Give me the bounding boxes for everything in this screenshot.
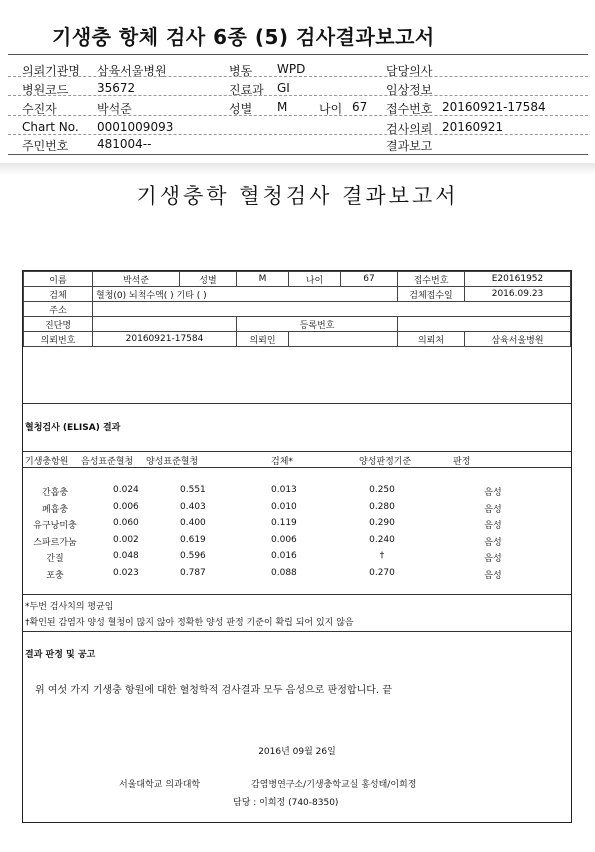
result-result-cell: 음성 — [484, 488, 502, 498]
meta-age-label: 나이 — [289, 272, 341, 287]
divider — [8, 154, 588, 155]
meta-name-label: 이름 — [24, 272, 93, 287]
col-neg-standard: 음성표준혈청 — [81, 457, 134, 467]
col-cutoff: 양성판정기준 — [359, 457, 412, 467]
result-neg-cell: 0.048 — [113, 551, 139, 561]
divider — [8, 54, 588, 55]
note-average: *두번 검사치의 평균임 — [25, 602, 114, 612]
note-cutoff: †확인된 감염자 양성 혈청이 많지 않아 정확한 양성 판정 기준이 확립 되어 있지 않음 — [25, 618, 354, 628]
label-receipt-no: 접수번호 — [386, 102, 433, 116]
result-pos-cell: 0.596 — [180, 551, 206, 561]
result-pos-cell: 0.551 — [180, 485, 206, 495]
meta-specimen-date-label: 검체접수일 — [398, 287, 465, 302]
label-hospital-code: 병원코드 — [22, 83, 69, 97]
result-pos-cell: 0.403 — [180, 501, 206, 512]
label-clinical-info: 임상정보 — [386, 83, 433, 97]
meta-address-label: 주소 — [24, 302, 93, 317]
result-result-cell: 음성 — [484, 504, 502, 515]
result-neg-cell: 0.024 — [113, 485, 139, 495]
sign-contact: 담당 : 이희정 (740-8350) — [233, 798, 339, 808]
scanned-report-title: 기생충학 혈청검사 결과보고서 — [136, 184, 459, 208]
value-hospital-code: 35672 — [97, 81, 136, 95]
label-sex: 성별 — [229, 102, 253, 116]
result-sample-cell: 0.013 — [271, 485, 297, 495]
divider — [23, 467, 571, 468]
result-cutoff-cell: 0.250 — [369, 485, 395, 495]
result-antigen-cell: 간흡충 — [41, 488, 69, 498]
value-institution: 삼육서울병원 — [97, 64, 167, 78]
value-resident-no: 481004-- — [97, 137, 152, 151]
label-resident-no: 주민번호 — [22, 139, 69, 153]
result-sample-cell: 0.016 — [271, 551, 297, 561]
divider — [23, 594, 571, 595]
result-result-cell: 음성 — [484, 537, 502, 548]
col-result: 판정 — [453, 457, 471, 467]
sign-organization: 서울대학교 의과대학 — [119, 780, 201, 790]
meta-specimen: 혈청(0) 뇌척수액( ) 기타 ( ) — [93, 287, 398, 302]
meta-requester — [289, 332, 398, 347]
result-neg-cell: 0.002 — [113, 534, 139, 545]
label-chart-no: Chart No. — [22, 120, 79, 134]
meta-receipt: E20161952 — [465, 272, 571, 287]
result-neg-cell: 0.006 — [113, 501, 139, 512]
meta-reg — [398, 317, 571, 332]
result-sample-cell: 0.010 — [271, 501, 297, 512]
meta-req-no-label: 의뢰번호 — [24, 332, 93, 347]
value-chart-no: 0001009093 — [97, 120, 174, 134]
report-date: 2016년 09월 26일 — [258, 747, 336, 757]
meta-specimen-date: 2016.09.23 — [465, 287, 571, 302]
meta-specimen-label: 검체 — [24, 287, 93, 302]
meta-name: 박석준 — [93, 272, 180, 287]
meta-sex-label: 성별 — [180, 272, 237, 287]
meta-requester-label: 의뢰인 — [237, 332, 289, 347]
label-institution: 의뢰기관명 — [22, 64, 80, 78]
result-antigen-cell: 유구낭미충 — [33, 521, 77, 531]
value-receipt-no: 20160921-17584 — [442, 100, 546, 114]
value-age: 67 — [352, 100, 368, 114]
scan-edge-shade — [0, 163, 595, 175]
col-pos-standard: 양성표준혈청 — [146, 457, 199, 467]
conclusion-title: 결과 판정 및 공고 — [25, 650, 96, 660]
result-antigen-cell: 스파르가눔 — [33, 537, 77, 548]
elisa-section-title: 혈청검사 (ELISA) 결과 — [25, 423, 121, 433]
label-request-date: 검사의뢰 — [386, 122, 433, 136]
label-ward: 병동 — [229, 64, 253, 78]
patient-meta-table — [23, 271, 571, 347]
label-age: 나이 — [319, 102, 343, 116]
report-header-title: 기생충 항체 검사 6종 (5) 검사결과보고서 — [52, 25, 435, 49]
divider — [8, 76, 588, 77]
conclusion-text: 위 여섯 가지 기생충 항원에 대한 혈청학적 검사결과 모두 음성으로 판정합니다. 끝 — [35, 685, 392, 696]
result-sample-cell: 0.088 — [271, 567, 297, 578]
meta-receipt-label: 접수번호 — [398, 272, 465, 287]
result-pos-cell: 0.787 — [180, 567, 206, 578]
result-cutoff-cell: 0.240 — [369, 534, 395, 545]
label-doctor: 담당의사 — [386, 64, 433, 78]
meta-diagnosis — [93, 317, 237, 332]
result-antigen-cell: 폐흡충 — [41, 504, 69, 515]
meta-diagnosis-label: 진단명 — [24, 317, 93, 332]
result-antigen-cell: 포충 — [46, 570, 64, 581]
result-cutoff-cell: 0.270 — [369, 567, 395, 578]
meta-req-no: 20160921-17584 — [93, 332, 237, 347]
label-result-report: 결과보고 — [386, 139, 433, 153]
meta-reg-label: 등록번호 — [237, 317, 398, 332]
result-result-cell: 음성 — [484, 521, 502, 531]
result-cutoff-cell: 0.280 — [369, 501, 395, 512]
result-antigen-cell: 간질 — [46, 554, 64, 564]
value-patient: 박석준 — [97, 102, 132, 116]
meta-address — [93, 302, 571, 317]
meta-age: 67 — [341, 272, 398, 287]
divider — [23, 631, 571, 632]
result-result-cell: 음성 — [484, 570, 502, 581]
col-antigen: 기생충항원 — [25, 457, 69, 467]
value-sex: M — [277, 100, 288, 114]
meta-req-place: 삼육서울병원 — [465, 332, 571, 347]
divider — [8, 95, 588, 96]
meta-sex: M — [237, 272, 289, 287]
value-ward: WPD — [277, 62, 306, 76]
result-neg-cell: 0.023 — [113, 567, 139, 578]
result-pos-cell: 0.619 — [180, 534, 206, 545]
result-result-cell: 음성 — [484, 554, 502, 564]
divider — [8, 115, 588, 116]
result-pos-cell: 0.400 — [180, 518, 206, 528]
value-department: GI — [277, 81, 290, 95]
result-sample-cell: 0.119 — [271, 518, 297, 528]
col-sample: 검체* — [271, 457, 293, 467]
divider — [23, 451, 571, 452]
result-cutoff-cell: † — [379, 551, 385, 561]
report-sheet — [22, 270, 572, 823]
divider — [8, 134, 588, 135]
meta-req-place-label: 의뢰처 — [398, 332, 465, 347]
result-sample-cell: 0.006 — [271, 534, 297, 545]
sign-department: 감염병연구소/기생충학교실 홍성태/이희정 — [251, 780, 417, 790]
result-cutoff-cell: 0.290 — [369, 518, 395, 528]
divider — [23, 403, 571, 404]
label-patient: 수진자 — [22, 102, 57, 116]
value-request-date: 20160921 — [442, 120, 504, 134]
label-department: 진료과 — [229, 83, 264, 97]
result-neg-cell: 0.060 — [113, 518, 139, 528]
